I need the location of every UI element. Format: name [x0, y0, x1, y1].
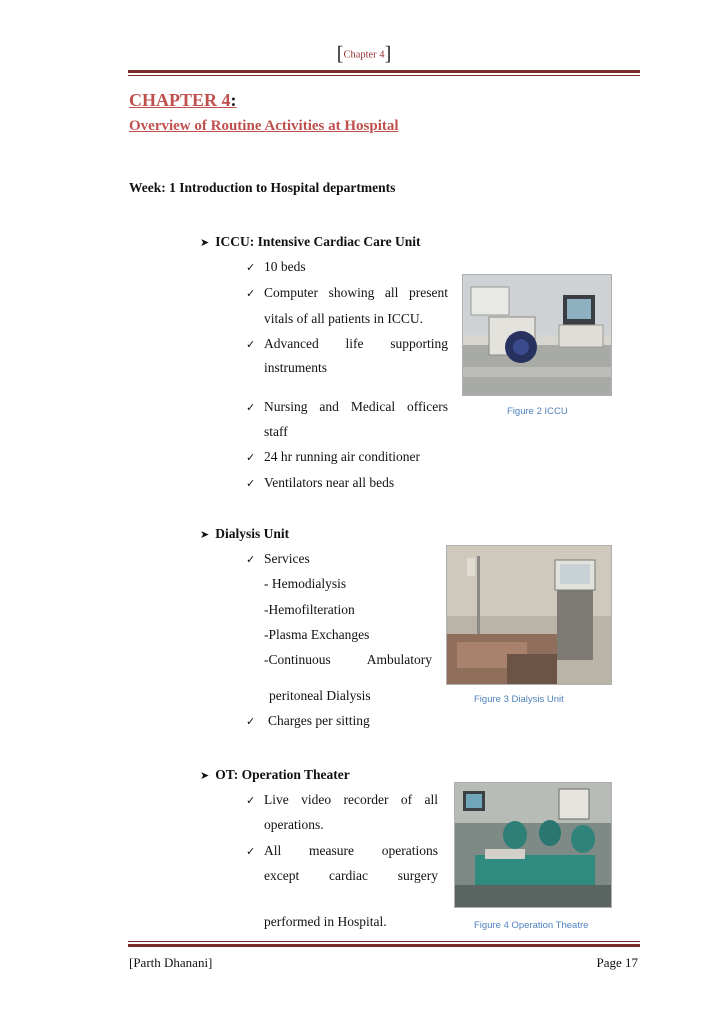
footer-rule-thin: [128, 941, 640, 942]
footer-rule-thick: [128, 944, 640, 947]
checkmark-icon: ✓: [246, 287, 256, 300]
header-rule-thin: [128, 75, 640, 76]
list-item: ✓ All measure operations: [246, 843, 438, 858]
section-heading-iccu: ➤ ICCU: Intensive Cardiac Care Unit: [200, 234, 421, 249]
list-item-continued: staff: [264, 424, 288, 439]
figure-caption-iccu: Figure 2 ICCU: [507, 406, 568, 417]
checkmark-icon: ✓: [246, 845, 256, 858]
list-item-continued: instruments: [264, 360, 327, 375]
list-item: ✓ Nursing and Medical officers: [246, 399, 448, 414]
figure-caption-ot: Figure 4 Operation Theatre: [474, 920, 589, 931]
list-item: ✓ Ventilators near all beds: [246, 475, 395, 490]
arrow-bullet-icon: ➤: [200, 528, 210, 541]
checkmark-icon: ✓: [246, 338, 256, 351]
list-item: ✓ Charges per sitting: [246, 713, 370, 728]
list-item: ✓ Services: [246, 551, 310, 566]
checkmark-icon: ✓: [246, 553, 256, 566]
figure-caption-dialysis: Figure 3 Dialysis Unit: [474, 694, 564, 705]
list-item: ✓ Computer showing all present: [246, 285, 448, 300]
list-item-sub: peritoneal Dialysis: [269, 688, 371, 703]
iccu-photo: [462, 274, 612, 396]
list-item-sub: -Hemofilteration: [264, 602, 355, 617]
chapter-title: CHAPTER 4:: [129, 90, 237, 110]
footer-author: [Parth Dhanani]: [129, 955, 213, 970]
list-item-continued: performed in Hospital.: [264, 914, 387, 929]
operation-theatre-photo: [454, 782, 612, 908]
section-heading-dialysis: ➤ Dialysis Unit: [200, 526, 290, 541]
footer-page-number: Page 17: [596, 955, 638, 970]
checkmark-icon: ✓: [246, 401, 256, 414]
header-bracket-open: [: [336, 43, 344, 65]
list-item: ✓ 10 beds: [246, 259, 306, 274]
header-bracket-close: ]: [384, 43, 392, 65]
dialysis-photo: [446, 545, 612, 685]
chapter-subtitle: Overview of Routine Activities at Hospital: [129, 118, 399, 134]
checkmark-icon: ✓: [246, 715, 256, 728]
list-item: ✓ Advanced life supporting: [246, 336, 448, 351]
list-item: ✓ Live video recorder of all: [246, 792, 438, 807]
list-item-continued: operations.: [264, 817, 324, 832]
checkmark-icon: ✓: [246, 794, 256, 807]
running-header: [0, 44, 728, 65]
week-heading: Week: 1 Introduction to Hospital departments: [129, 180, 396, 195]
list-item-continued: except cardiac surgery: [264, 868, 438, 883]
list-item-continued: vitals of all patients in ICCU.: [264, 311, 423, 326]
checkmark-icon: ✓: [246, 261, 256, 274]
arrow-bullet-icon: ➤: [200, 236, 210, 249]
list-item-sub: -Plasma Exchanges: [264, 627, 370, 642]
list-item-sub: -Continuous Ambulatory: [264, 652, 432, 667]
list-item-sub: - Hemodialysis: [264, 576, 347, 591]
arrow-bullet-icon: ➤: [200, 769, 210, 782]
header-rule-thick: [128, 70, 640, 73]
header-chapter-label: Chapter 4: [343, 49, 385, 61]
list-item: ✓ 24 hr running air conditioner: [246, 449, 420, 464]
checkmark-icon: ✓: [246, 477, 256, 490]
checkmark-icon: ✓: [246, 451, 256, 464]
section-heading-ot: ➤ OT: Operation Theater: [200, 767, 350, 782]
